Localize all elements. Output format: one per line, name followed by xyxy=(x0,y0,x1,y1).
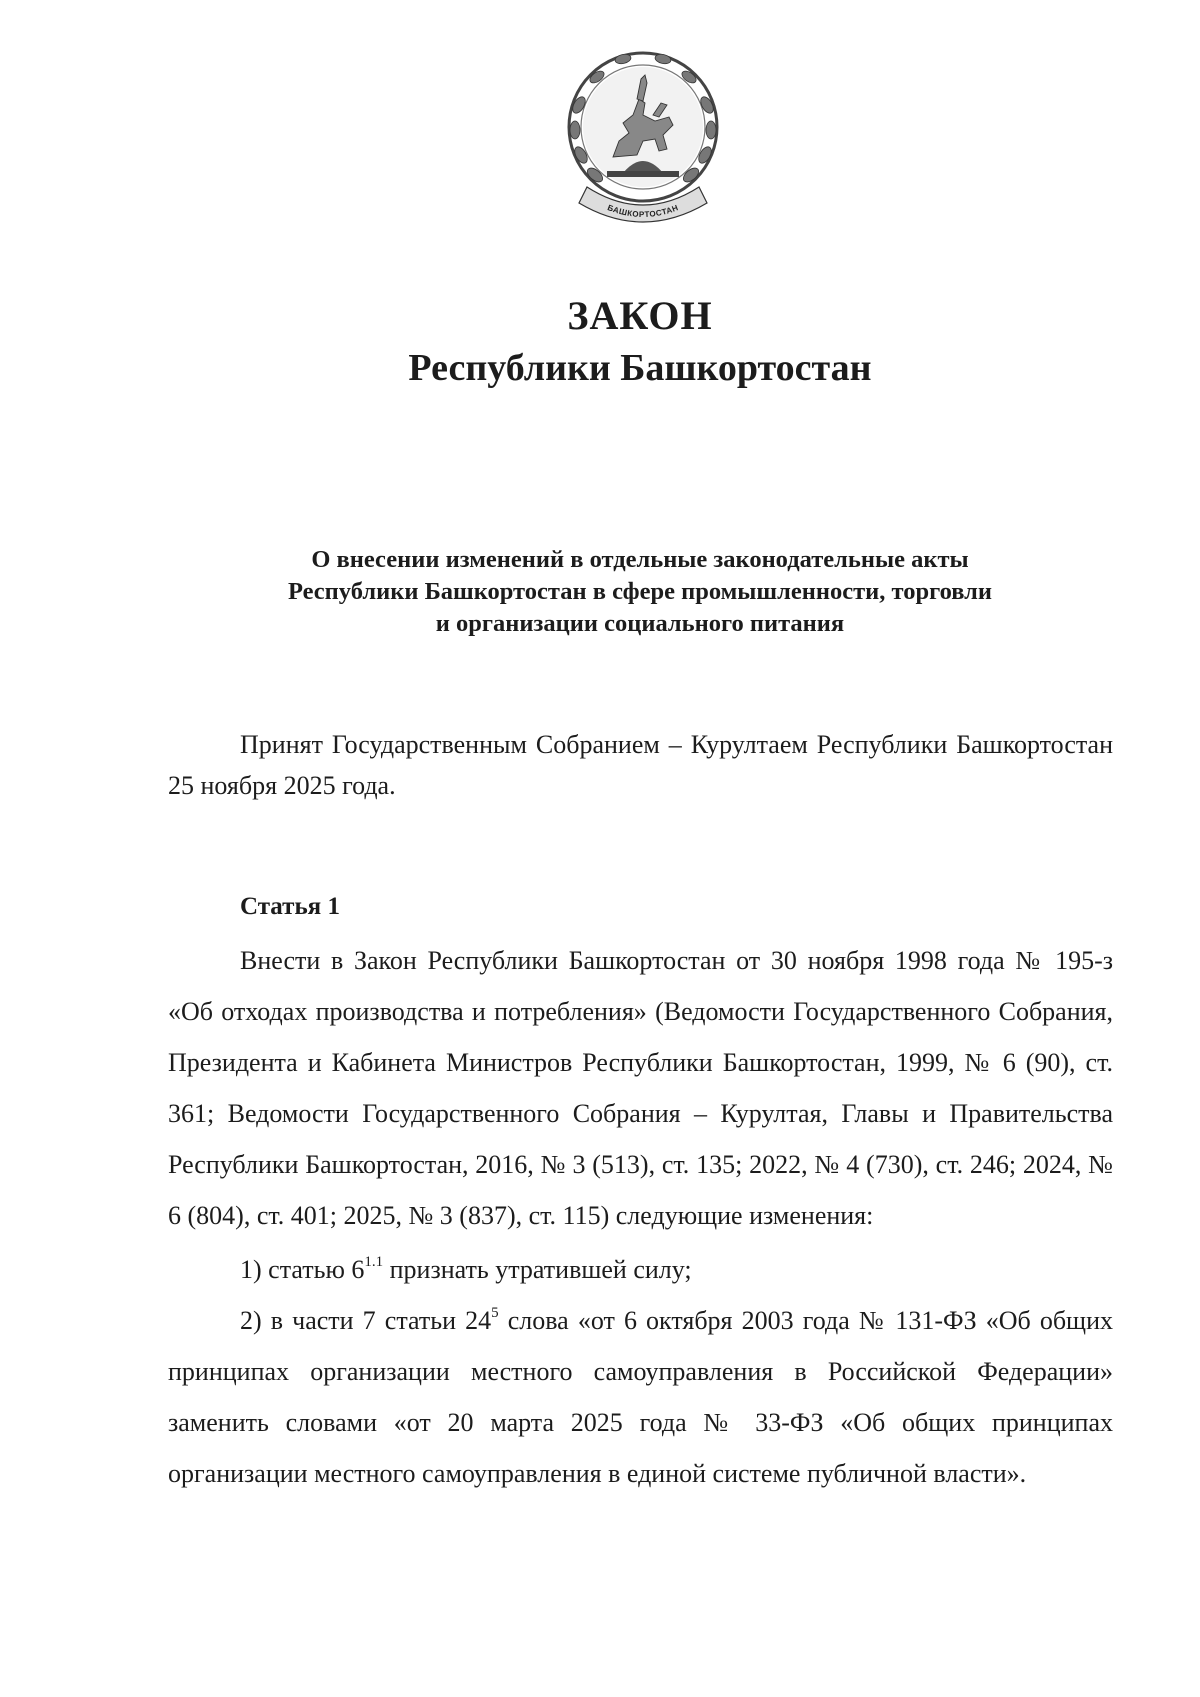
law-subject-line-1: О внесении изменений в отдельные законодательные акты xyxy=(311,546,969,573)
coat-of-arms-icon xyxy=(557,45,729,235)
item-1-prefix: 1) статью 6 xyxy=(240,1255,365,1284)
item-1-superscript: 1.1 xyxy=(364,1254,384,1271)
article-1-intro-text: Внести в Закон Республики Башкортостан от 30 ноября 1998 года № 195-з «Об отходах производства и потребления» (Ведомости Государственного Собрания, Президента и Кабинета Министров Республики Башкортостан, 1999, № 6 (90), ст. 361; Ведомости Государственного Собрания – Курултая, Главы и Правительства Республики Башкортостан, 2016, № 3 (513), ст. 135; 2022, № 4 (730), ст. 246; 2024, № 6 (804), ст. 401; 2025, № 3 (837), ст. 115) следующие изменения: xyxy=(168,946,1113,1230)
item-2-superscript: 5 xyxy=(491,1305,499,1322)
document-subtitle: Республики Башкортостан xyxy=(408,347,872,389)
item-2-prefix: 2) в части 7 статьи 24 xyxy=(240,1306,492,1335)
article-1-intro xyxy=(168,935,1113,1241)
adoption-note xyxy=(168,724,1113,806)
law-subject-line-2: Республики Башкортостан в сфере промышленности, торговли xyxy=(287,578,992,605)
article-1-item-2 xyxy=(168,1295,1113,1499)
law-subject-line-3: и организации социального питания xyxy=(435,610,845,637)
law-subject xyxy=(200,544,1080,640)
adoption-note-text: Принят Государственным Собранием – Курултаем Республики Башкортостан 25 ноября 2025 года. xyxy=(168,730,1113,800)
article-1-heading: Статья 1 xyxy=(240,893,340,920)
item-2-suffix: слова «от 6 октября 2003 года № 131-ФЗ «Об общих принципах организации местного самоуправления в Российской Федерации» заменить словами «от 20 марта 2025 года № 33-ФЗ «Об общих принципах организации местного самоуправления в единой системе публичной власти». xyxy=(168,1306,1113,1488)
item-1-suffix: признать утратившей силу; xyxy=(383,1255,692,1284)
document-title: ЗАКОН xyxy=(567,293,713,338)
article-1-item-1 xyxy=(168,1244,1113,1295)
ribbon-text: БАШКОРТОСТАН xyxy=(606,203,680,220)
